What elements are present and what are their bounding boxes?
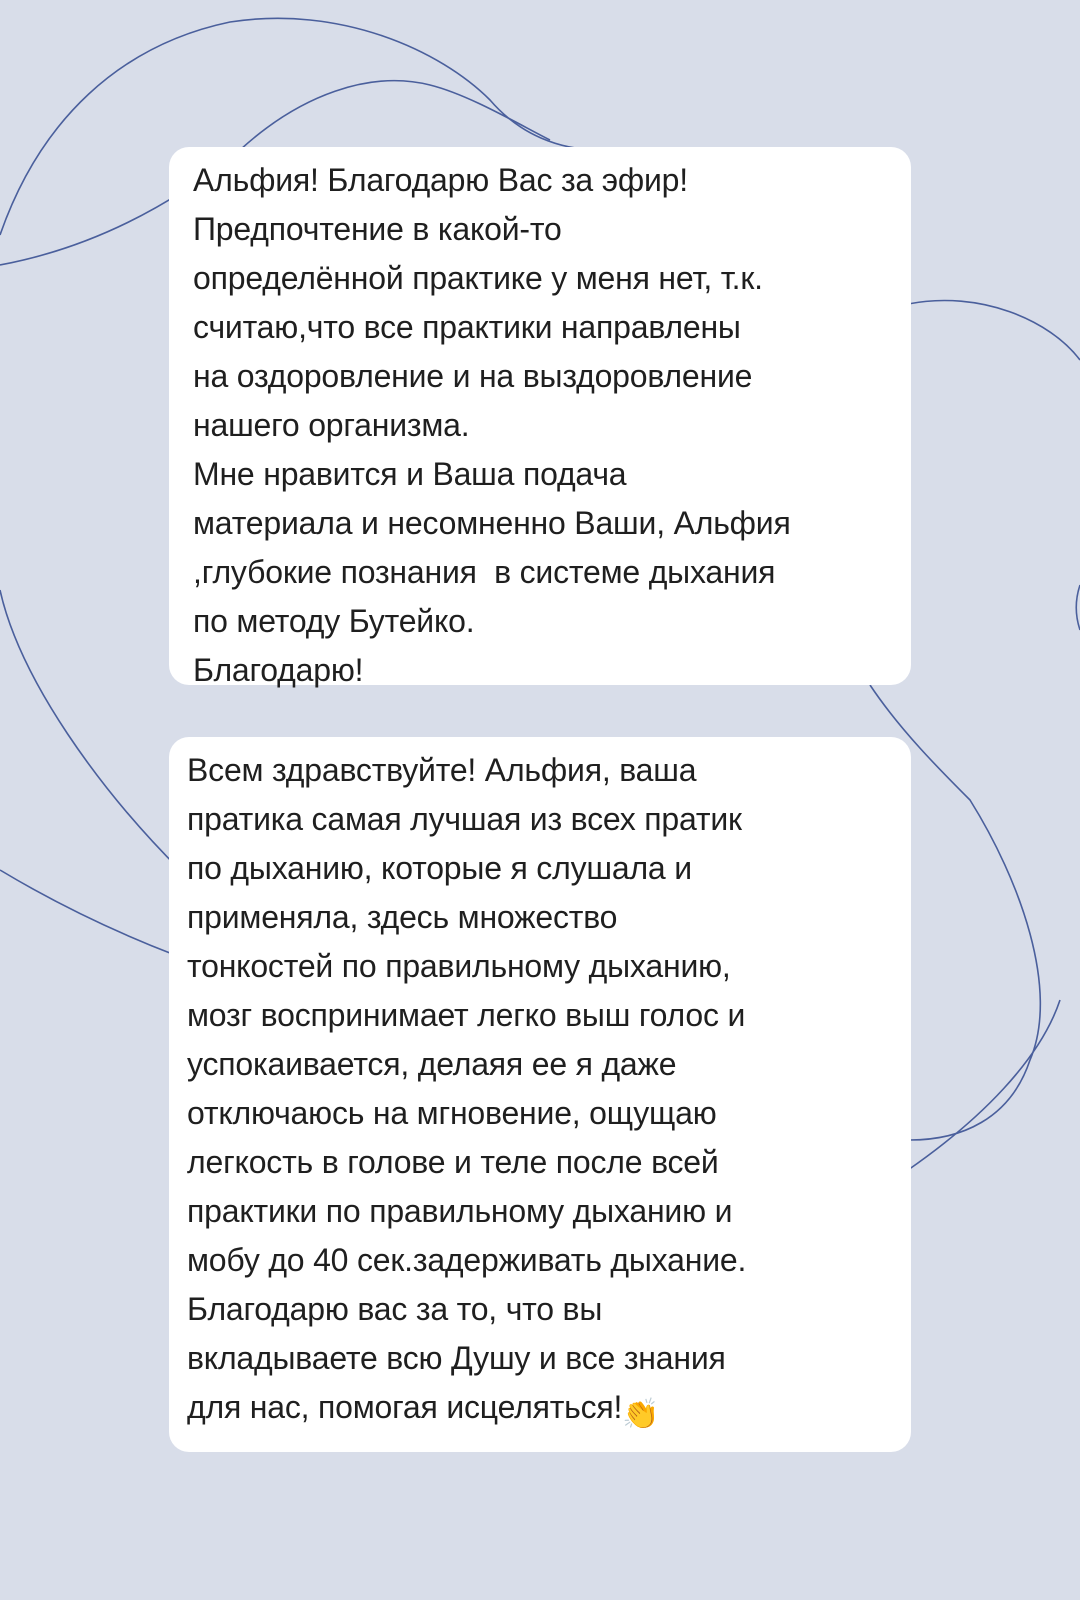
message-2-line-1: Всем здравствуйте! Альфия, ваша	[187, 752, 697, 788]
message-2-line-14-text: для нас, помогая исцеляться!	[187, 1389, 623, 1425]
message-2-line-3: по дыханию, которые я слушала и	[187, 850, 692, 886]
message-bubble-1	[169, 147, 911, 688]
message-2-line-12: Благодарю вас за то, что вы	[187, 1291, 603, 1327]
message-2-line-14	[187, 1383, 897, 1432]
message-1-line-1: Альфия! Благодарю Вас за эфир!	[193, 162, 688, 198]
message-2-line-4: применяла, здесь множество	[187, 899, 618, 935]
decorative-curve-5	[908, 301, 1080, 360]
message-2-line-7: успокаивается, делаяя ее я даже	[187, 1046, 677, 1082]
message-1-line-4: считаю,что все практики направлены	[193, 309, 741, 345]
message-1-line-7: Мне нравится и Ваша подача	[193, 456, 627, 492]
message-2-line-6: мозг воспринимает легко выш голос и	[187, 997, 746, 1033]
decorative-curve-8	[1076, 585, 1080, 630]
decorative-curve-3	[0, 590, 180, 870]
message-2-line-8: отключаюсь на мгновение, ощущаю	[187, 1095, 717, 1131]
message-1-line-8: материала и несомненно Ваши, Альфия	[193, 505, 791, 541]
decorative-curve-4	[0, 870, 175, 955]
message-1-line-3: определённой практике у меня нет, т.к.	[193, 260, 763, 296]
message-2-line-13: вкладываете всю Душу и все знания	[187, 1340, 726, 1376]
message-2-line-2: пратика самая лучшая из всех пратик	[187, 801, 742, 837]
message-2-line-10: практики по правильному дыханию и	[187, 1193, 733, 1229]
message-bubble-2	[169, 737, 911, 1452]
message-1-line-2: Предпочтение в какой-то	[193, 211, 562, 247]
message-1-line-5: на оздоровление и на выздоровление	[193, 358, 753, 394]
message-1-line-11: Благодарю!	[193, 652, 364, 688]
clapping-hands-icon: 👏	[622, 1398, 660, 1431]
message-2-line-5: тонкостей по правильному дыханию,	[187, 948, 731, 984]
message-1-line-6: нашего организма.	[193, 407, 470, 443]
message-2-line-9: легкость в голове и теле после всей	[187, 1144, 719, 1180]
message-1-line-9: ,глубокие познания в системе дыхания	[193, 554, 776, 590]
decorative-curve-7	[908, 1000, 1060, 1170]
message-1-line-10: по методу Бутейко.	[193, 603, 475, 639]
message-2-line-11: мобу до 40 сек.задерживать дыхание.	[187, 1242, 747, 1278]
